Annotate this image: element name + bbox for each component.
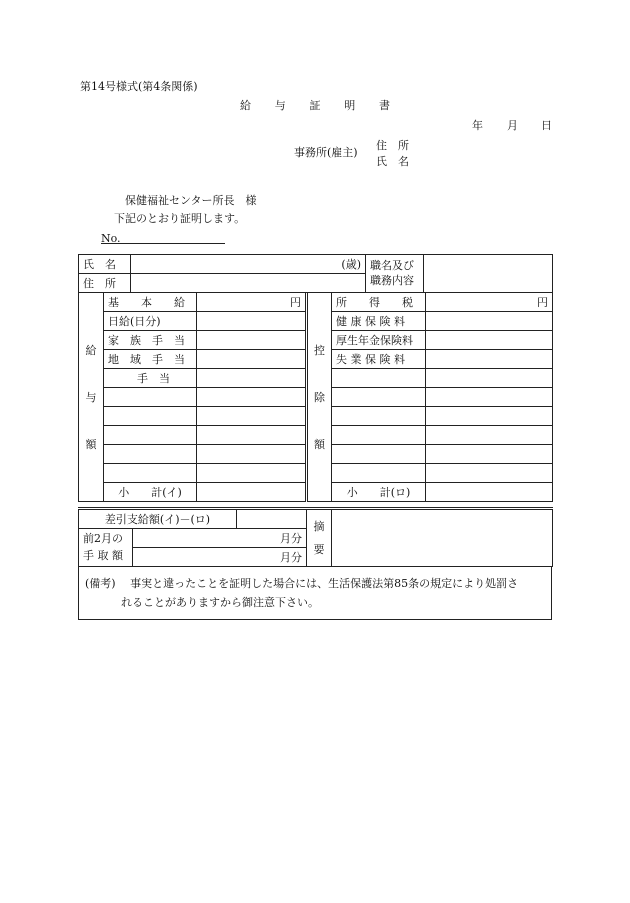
prev-month-1-field[interactable] [133,529,307,548]
salary-vertical-label [79,293,104,502]
remarks-label [307,509,332,567]
deduction-item-label [332,407,426,426]
deduction-amount-field[interactable] [426,407,553,426]
employer-name-label: 氏 名 [376,155,409,168]
salary-item-label: 基 本 給 [104,293,197,312]
salary-item-label: 手 当 [104,369,197,388]
salary-amount-field[interactable] [197,464,307,483]
net-pay-table [78,507,553,567]
salary-label-char: 額 [85,437,97,451]
salary-item-label [104,464,197,483]
salary-item-label: 地 域 手 当 [104,350,197,369]
deduction-amount-field[interactable] [426,312,553,331]
job-label-line2: 職務内容 [370,273,414,287]
deduction-item-label: 厚生年金保険料 [332,331,426,350]
table-row [79,293,553,312]
notes-line2: れることがありますから御注意下さい。 [121,596,319,609]
salary-amount-field[interactable] [197,388,307,407]
form-number: 第14号様式(第4条関係) [80,80,198,93]
person-name-field[interactable] [131,255,366,274]
deduction-label-char: 額 [314,437,325,451]
salary-item-label: 日給(日分) [104,312,197,331]
net-pay-field[interactable] [237,509,307,529]
remarks-char: 摘 [313,520,325,533]
salary-item-label [104,388,197,407]
salary-amount-field[interactable] [197,312,307,331]
job-label [366,255,424,293]
prev-months-label [79,529,133,567]
prev-label-line1: 前2月の [83,532,123,545]
deduction-amount-field[interactable] [426,464,553,483]
person-name-label: 氏 名 [79,255,131,274]
notes-line1: 事実と違ったことを証明した場合には、生活保護法第85条の規定により処罰さ [130,576,519,590]
salary-item-label [104,407,197,426]
employer-address-label: 住 所 [376,139,409,152]
salary-item-label: 家 族 手 当 [104,331,197,350]
salary-table [78,292,553,502]
title-char: 書 [379,99,390,112]
salary-item-label: 小 計(イ) [104,483,197,502]
salary-amount-field[interactable]: 円 [197,293,307,312]
person-address-field[interactable] [131,274,366,293]
deduction-vertical-label [307,293,332,502]
deduction-label-char: 控 [314,343,325,357]
age-unit: (歳) [341,257,361,271]
salary-amount-field[interactable] [197,369,307,388]
deduction-item-label [332,388,426,407]
certify-statement: 下記のとおり証明します。 [114,212,246,225]
remarks-char: 要 [313,543,325,556]
salary-amount-field[interactable] [197,350,307,369]
date-month-label: 月 [507,119,518,132]
office-label: 事務所(雇主) [294,146,358,159]
job-field[interactable] [424,255,553,293]
salary-label-char: 給 [85,343,97,357]
salary-label-char: 与 [85,390,97,404]
deduction-item-label [332,464,426,483]
title-char: 明 [344,99,356,112]
deduction-amount-field[interactable] [426,369,553,388]
title-char: 与 [274,99,286,112]
deduction-amount-field[interactable] [426,350,553,369]
date-day-label: 日 [541,119,552,132]
deduction-amount-field[interactable] [426,388,553,407]
salary-amount-field[interactable] [197,426,307,445]
addressee: 保健福祉センター所長 様 [125,194,257,207]
deduction-item-label: 所 得 税 [332,293,426,312]
notes-box [78,566,552,620]
title-char: 証 [309,99,321,112]
person-address-label: 住 所 [79,274,131,293]
deduction-amount-field[interactable] [426,445,553,464]
notes-cell [79,567,552,620]
deduction-item-label [332,445,426,464]
salary-amount-field[interactable] [197,407,307,426]
deduction-item-label [332,426,426,445]
job-label-line1: 職名及び [370,258,414,272]
no-label: No. [101,232,121,245]
deduction-item-label: 小 計(ロ) [332,483,426,502]
salary-amount-field[interactable] [197,483,307,502]
deduction-item-label: 健 康 保 険 料 [332,312,426,331]
deduction-item-label [332,369,426,388]
deduction-amount-field[interactable] [426,426,553,445]
net-pay-label: 差引支給額(イ)－(ロ) [79,509,237,529]
remarks-field[interactable] [332,509,553,567]
salary-amount-field[interactable] [197,331,307,350]
salary-amount-field[interactable] [197,445,307,464]
no-underline [101,243,225,244]
deduction-amount-field[interactable] [426,331,553,350]
month-unit: 月分 [280,550,303,564]
deduction-amount-field[interactable] [426,483,553,502]
title-char: 給 [240,99,251,112]
personal-info-table [78,254,553,293]
deduction-item-label: 失 業 保 険 料 [332,350,426,369]
deduction-amount-field[interactable]: 円 [426,293,553,312]
prev-month-2-field[interactable] [133,548,307,567]
salary-item-label [104,426,197,445]
salary-item-label [104,445,197,464]
deduction-label-char: 除 [314,390,325,404]
prev-label-line2: 手 取 額 [83,548,123,562]
form-title [240,100,390,111]
notes-label: (備考) [85,576,116,590]
month-unit: 月分 [280,531,303,545]
date-year-label: 年 [472,119,483,132]
